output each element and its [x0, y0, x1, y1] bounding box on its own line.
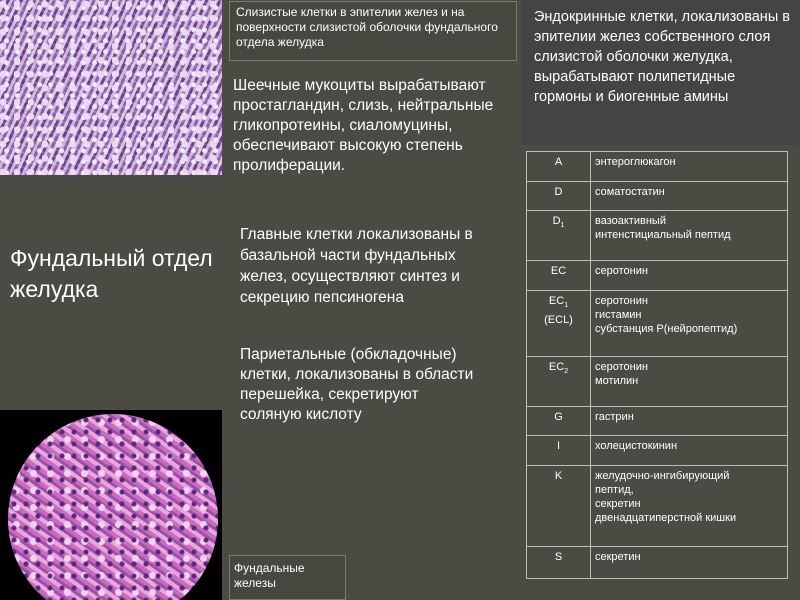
cell-type-code	[527, 181, 591, 211]
cell-code-subscript: 1	[564, 301, 569, 309]
hormone-cell	[591, 465, 788, 547]
cell-code-text: EC	[548, 360, 565, 373]
hormone-cell	[591, 211, 788, 261]
table-row	[527, 181, 788, 211]
cell-code-subscript: 1	[560, 222, 565, 230]
cell-type-code	[527, 547, 591, 579]
cell-code-text: K	[554, 469, 563, 482]
table-row	[527, 261, 788, 291]
cell-type-code	[527, 356, 591, 406]
hormone-name: секретин	[595, 551, 641, 564]
table-row	[527, 436, 788, 466]
cell-code-extra: (ECL)	[544, 313, 573, 326]
hormone-name: субстанция Р(нейропептид)	[595, 322, 738, 335]
hormone-name: гистамин	[595, 308, 642, 321]
hormone-name: холецистокинин	[595, 440, 678, 453]
cell-type-code	[527, 211, 591, 261]
cell-code-text: D	[552, 215, 561, 228]
cell-code-text: I	[556, 440, 561, 453]
cell-code-text: G	[554, 410, 563, 423]
table-row	[527, 290, 788, 356]
hormone-cell	[591, 436, 788, 466]
hormone-cell	[591, 152, 788, 182]
hormone-cell	[591, 261, 788, 291]
hormone-cell	[591, 290, 788, 356]
paragraph-mucocytes: Шеечные мукоциты вырабатывают простагландин, слизь, нейтральные гликопротеины, сиаломуцины, обеспечивают высокую степень пролиферации.	[233, 77, 494, 174]
hormone-name: гастрин	[595, 410, 634, 423]
micrograph-fundal-glands-image	[0, 410, 222, 600]
cell-type-code	[527, 152, 591, 182]
hormone-name: секретин	[595, 497, 641, 510]
caption-top: Слизистые клетки в эпителии желез и на поверхности слизистой оболочки фундального отдела желудка	[229, 1, 517, 61]
hormone-name: серотонин	[595, 294, 648, 307]
table-row	[527, 465, 788, 547]
cell-code-text: S	[554, 551, 563, 564]
hormone-cell	[591, 356, 788, 406]
paragraph-endocrine-cells: Эндокринные клетки, локализованы в эпителии желез собственного слоя слизистой оболочки желудка, вырабатывают полипетидные гормоны и биогенные амины	[521, 0, 800, 145]
table-row	[527, 547, 788, 579]
cell-type-code	[527, 261, 591, 291]
cell-type-code	[527, 406, 591, 436]
hormone-name: двенадцатиперстной кишки	[595, 511, 737, 524]
paragraph-parietal-cells: Париетальные (обкладочные) клетки, локализованы в области перешейка, секретируют соляную кислоту	[240, 346, 474, 423]
hormone-name: серотонин	[595, 265, 648, 278]
endocrine-cells-table	[526, 151, 788, 579]
caption-bottom: Фундальные железы	[229, 555, 346, 600]
hormone-name: пептид,	[595, 483, 634, 496]
paragraph-chief-cells: Главные клетки локализованы в базальной части фундальных желез, осуществляют синтез и секрецию пепсиногена	[240, 226, 473, 306]
micrograph-mucosa-image	[0, 0, 222, 175]
cell-code-text: EC	[548, 294, 565, 307]
table-row	[527, 152, 788, 182]
table-row	[527, 356, 788, 406]
table-row	[527, 406, 788, 436]
hormone-cell	[591, 406, 788, 436]
hormone-name: желудочно-ингибирующий	[595, 469, 730, 482]
hormone-name: вазоактивный	[595, 215, 666, 228]
hormone-name: соматостатин	[595, 185, 665, 198]
cell-code-text: A	[554, 156, 563, 168]
cell-code-text: EC	[550, 265, 567, 278]
cell-type-code	[527, 465, 591, 547]
cell-type-code	[527, 436, 591, 466]
cell-code-text: D	[554, 185, 563, 198]
slide-title: Фундальный отдел желудка	[10, 245, 213, 302]
hormone-name: мотилин	[595, 374, 639, 387]
hormone-cell	[591, 547, 788, 579]
micrograph-disc	[8, 414, 218, 600]
hormone-cell	[591, 181, 788, 211]
hormone-name: энтероглюкагон	[595, 156, 676, 168]
hormone-name: серотонин	[595, 360, 648, 373]
cell-type-code	[527, 290, 591, 356]
table-row	[527, 211, 788, 261]
hormone-name: интенстициальный пептид	[595, 229, 731, 242]
cell-code-subscript: 2	[564, 367, 569, 375]
